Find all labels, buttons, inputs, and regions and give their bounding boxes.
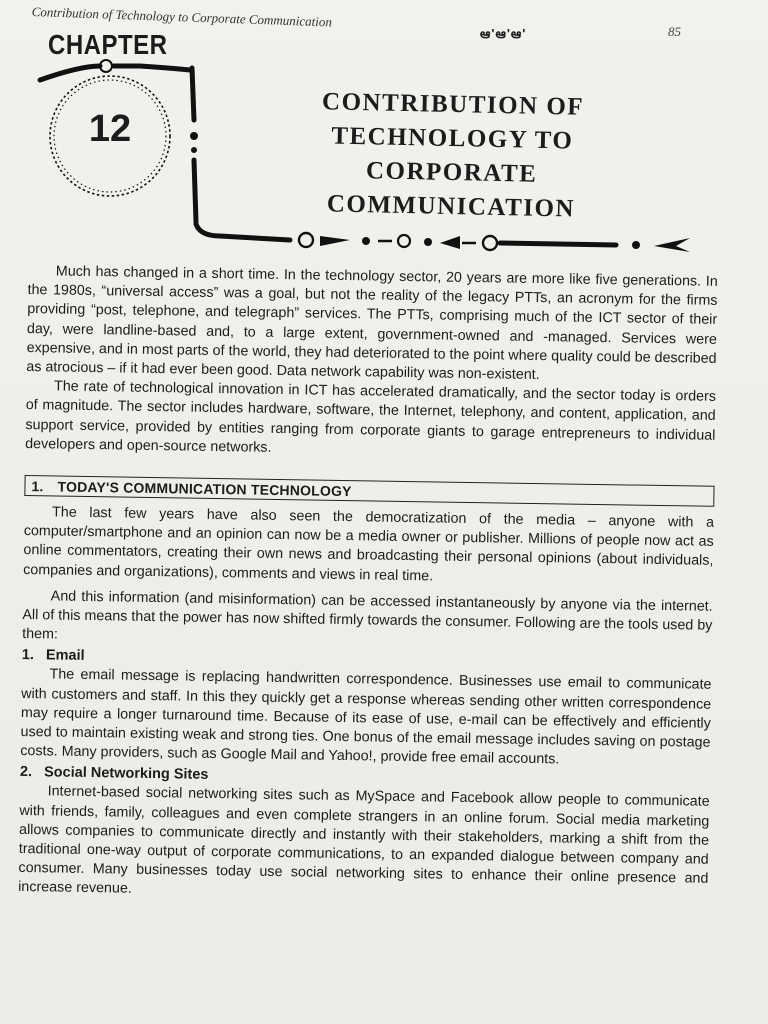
section-number: 1. xyxy=(31,478,44,495)
running-head: Contribution of Technology to Corporate Communication xyxy=(31,4,333,30)
chapter-title xyxy=(291,85,614,228)
section-title: TODAY'S COMMUNICATION TECHNOLOGY xyxy=(57,478,352,500)
section-heading xyxy=(24,475,714,507)
subsection-paragraph: The email message is replacing handwritten correspondence. Businesses use email to communicate with customers and staff. In this they quickly get a response whereas sending other written correspondence may require a longer turnaround time. Because of its ease of use, e-mail can be effectively and efficiently used to maintain existing weak and strong ties. One bonus of the email message includes saving on postage costs. Many providers, such as Google Mail and Yahoo!, provide free email accounts. xyxy=(20,666,712,768)
chapter-title-line: TECHNOLOGY TO xyxy=(331,122,574,155)
intro-paragraph: The rate of technological innovation in ICT has accelerated dramatically, and the sector today is orders of magnitude. The sector includes hardware, software, the Internet, telephony, and content, application, and support service, provided by entities ranging from corporate giants to garage entrepreneurs to individual developers and open-source networks. xyxy=(25,378,717,456)
header-ornament: ఆ'ఆ'ఆ' xyxy=(480,26,527,41)
intro-paragraph: Much has changed in a short time. In the technology sector, 20 years are more like five generations. In the 1980s, “universal access” was a goal, but not the reality of the legacy PTTs, an acronym for the firms providing “post, telephone, and telegraph” services. The PTTs, comprising much of the ICT sector of their day, were landline-based and, to a large extent, government-owned and -managed. Services were expensive, and in most parts of the world, they had deteriorated to the point where quality could be described as atrocious – if it had ever been good. Data network capability was non-existent. xyxy=(26,263,718,384)
section-paragraph: The last few years have also seen the democratization of the media – anyone with a computer/smartphone and an opinion can now be a media owner or publisher. Millions of people now act as online commentators, creating their own news and broadcasting their personal opinions (about individuals, companies and organizations), comments and views in real time. xyxy=(23,504,715,585)
section-paragraph: And this information (and misinformation) can be accessed instantaneously by anyone via the internet. All of this means that the power has now shifted firmly towards the consumer. Following are the tools used by them: xyxy=(22,588,713,643)
subsection-title: Social Networking Sites xyxy=(43,764,209,784)
chapter-title-line: CONTRIBUTION OF xyxy=(321,88,585,121)
subsection-number: 1. xyxy=(21,647,35,664)
subsection-title: Email xyxy=(45,647,85,665)
chapter-number: 12 xyxy=(88,108,132,150)
page-number: 85 xyxy=(668,24,681,39)
body-text xyxy=(18,262,718,908)
chapter-title-line: COMMUNICATION xyxy=(326,190,576,223)
subsection-number: 2. xyxy=(19,764,33,781)
chapter-label: CHAPTER xyxy=(48,30,168,62)
chapter-title-line: CORPORATE xyxy=(365,157,538,188)
subsection-paragraph: Internet-based social networking sites such as MySpace and Facebook allow people to communicate with friends, family, colleagues and even complete strangers in an online forum. Social media marketing allows companies to communicate directly and instantly with their stakeholders, marking a shift from the traditional one-way output of corporate communications, to an expanded dialogue between company and consumer. Many businesses today use social networking sites to enhance their online presence and increase revenue. xyxy=(18,783,710,898)
